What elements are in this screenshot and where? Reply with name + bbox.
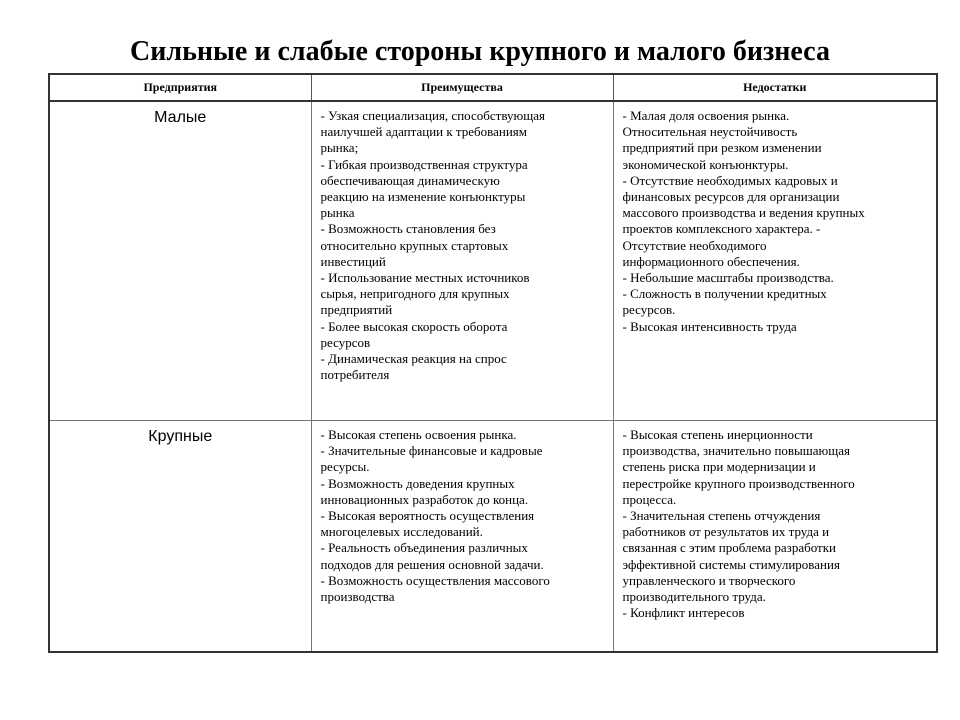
disadvantages-line: экономической конъюнктуры. [622, 156, 789, 172]
advantages-cell [311, 101, 613, 421]
disadvantages-cell [613, 101, 937, 421]
advantages-cell [311, 421, 613, 653]
disadvantages-line: перестройке крупного производственного [622, 475, 855, 491]
disadvantages-line: Отсутствие необходимого [622, 237, 767, 253]
advantages-line: - Динамическая реакция на спрос [320, 351, 507, 367]
disadvantages-line: Относительная неустойчивость [622, 124, 798, 140]
disadvantages-line: проектов комплексного характера. - [622, 221, 821, 237]
advantages-line: рынка; [320, 140, 359, 156]
advantages-line: ресурсы. [320, 459, 370, 475]
disadvantages-line: - Конфликт интересов [622, 605, 745, 621]
advantages-line: - Реальность объединения различных [320, 540, 528, 556]
advantages-line: инновационных разработок до конца. [320, 491, 529, 507]
row-large-business [49, 421, 937, 653]
advantages-line: - Возможность становления без [320, 221, 496, 237]
disadvantages-line: ресурсов. [622, 302, 676, 318]
advantages-line: наилучшей адаптации к требованиям [320, 124, 528, 140]
advantages-line: - Высокая вероятность осуществления [320, 508, 535, 524]
advantages-line: рынка [320, 205, 355, 221]
advantages-line: ресурсов [320, 334, 371, 350]
disadvantages-line: степень риска при модернизации и [622, 459, 816, 475]
advantages-line: - Узкая специализация, способствующая [320, 108, 545, 123]
enterprise-type-cell: Крупные [49, 421, 311, 653]
advantages-line: - Использование местных источников [320, 270, 530, 286]
enterprise-type-cell: Малые [49, 101, 311, 421]
disadvantages-line: производительного труда. [622, 589, 766, 605]
advantages-line: - Возможность доведения крупных [320, 475, 515, 491]
disadvantages-line: связанная с этим проблема разработки [622, 540, 836, 556]
header-disadvantages: Недостатки [613, 74, 937, 101]
advantages-line: - Значительные финансовые и кадровые [320, 443, 543, 459]
advantages-line: относительно крупных стартовых [320, 237, 509, 253]
row-small-business [49, 101, 937, 421]
disadvantages-line: эффективной системы стимулирования [622, 556, 840, 572]
advantages-line: обеспечивающая динамическую [320, 172, 500, 188]
header-advantages: Преимущества [311, 74, 613, 101]
disadvantages-line: управленческого и творческого [622, 572, 796, 588]
advantages-line: многоцелевых исследований. [320, 524, 483, 540]
disadvantages-line: информационного обеспечения. [622, 253, 800, 269]
advantages-line: предприятий [320, 302, 393, 318]
disadvantages-cell [613, 421, 937, 653]
disadvantages-line: процесса. [622, 491, 677, 507]
disadvantages-line: - Отсутствие необходимых кадровых и [622, 172, 838, 188]
disadvantages-line: - Малая доля освоения рынка. [622, 108, 790, 123]
header-enterprises: Предприятия [49, 74, 311, 101]
disadvantages-line: - Значительная степень отчуждения [622, 508, 821, 524]
disadvantages-line: - Небольшие масштабы производства. [622, 270, 834, 286]
advantages-line: сырья, непригодного для крупных [320, 286, 510, 302]
disadvantages-line: - Высокая степень инерционности [622, 427, 813, 442]
comparison-table [48, 73, 938, 653]
disadvantages-line: массового производства и ведения крупных [622, 205, 865, 221]
disadvantages-line: предприятий при резком изменении [622, 140, 822, 156]
disadvantages-line: работников от результатов их труда и [622, 524, 830, 540]
advantages-line: - Более высокая скорость оборота [320, 318, 508, 334]
advantages-line: подходов для решения основной задачи. [320, 556, 544, 572]
header-row [49, 74, 937, 101]
advantages-line: - Возможность осуществления массового [320, 572, 550, 588]
advantages-line: инвестиций [320, 253, 386, 269]
advantages-line: производства [320, 589, 395, 605]
disadvantages-line: производства, значительно повышающая [622, 443, 851, 459]
advantages-line: - Гибкая производственная структура [320, 156, 528, 172]
disadvantages-line: финансовых ресурсов для организации [622, 189, 840, 205]
advantages-line: - Высокая степень освоения рынка. [320, 427, 517, 442]
advantages-line: потребителя [320, 367, 390, 383]
advantages-line: реакцию на изменение конъюнктуры [320, 189, 526, 205]
page-title: Сильные и слабые стороны крупного и малого бизнеса [130, 36, 830, 67]
disadvantages-line: - Сложность в получении кредитных [622, 286, 827, 302]
disadvantages-line: - Высокая интенсивность труда [622, 318, 797, 334]
